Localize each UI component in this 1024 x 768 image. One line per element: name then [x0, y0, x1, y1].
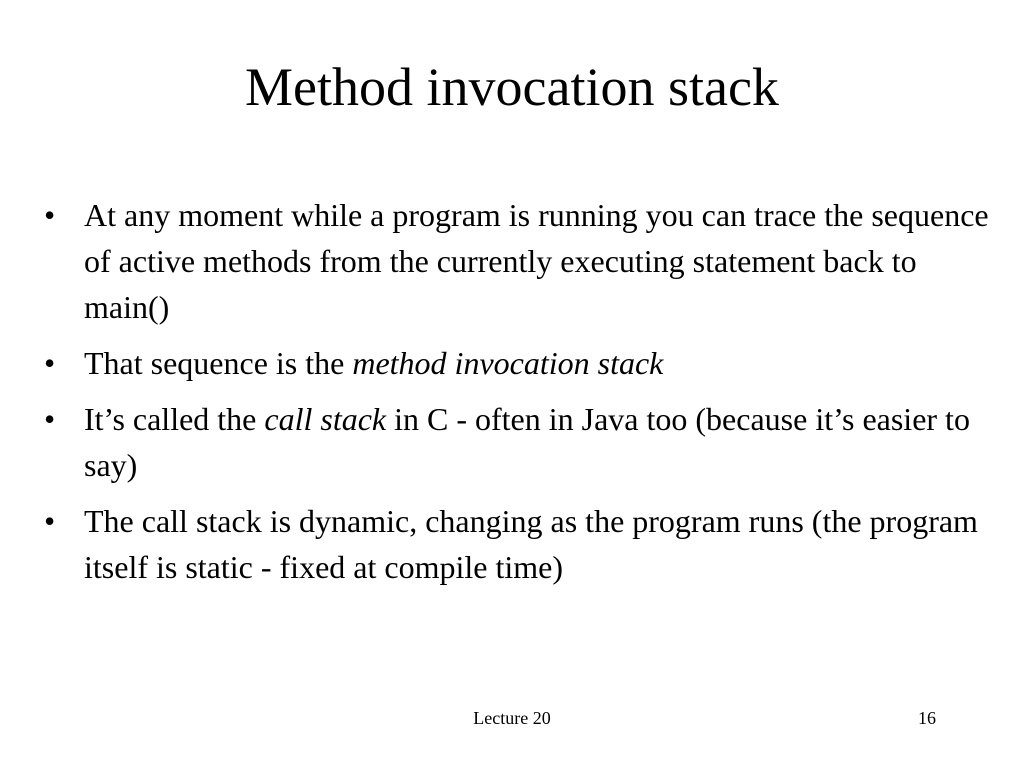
bullet-item: [44, 396, 1004, 488]
bullet-text-emphasis: call stack: [264, 401, 387, 437]
bullet-icon: •: [44, 197, 56, 233]
bullet-text-segment: in C - often in Java too (because it’s easier to say): [84, 401, 970, 483]
bullet-icon: •: [44, 345, 56, 381]
bullet-text-segment: It’s called the: [84, 401, 265, 437]
bullet-item: [44, 498, 1004, 590]
bullet-text-emphasis: method invocation stack: [352, 345, 664, 381]
footer-lecture-label: Lecture 20: [473, 708, 551, 728]
slide-title: Method invocation stack: [245, 57, 779, 117]
page-number: 16: [918, 708, 936, 728]
bullet-item: [44, 340, 1004, 386]
bullet-item: [44, 192, 1004, 330]
bullet-text: [84, 401, 970, 483]
bullet-text: [84, 345, 663, 381]
bullet-text-segment: The call stack is dynamic, changing as the program runs (the program itself is static - fixed at compile time): [84, 503, 978, 585]
bullet-text-segment: At any moment while a program is running you can trace the sequence of active methods from the currently executing statement back to main(): [84, 197, 989, 325]
bullet-icon: •: [44, 401, 56, 437]
bullet-list: [44, 192, 1004, 600]
bullet-text: [84, 197, 989, 325]
bullet-icon: •: [44, 503, 56, 539]
bullet-text: [84, 503, 978, 585]
bullet-text-segment: That sequence is the: [84, 345, 353, 381]
